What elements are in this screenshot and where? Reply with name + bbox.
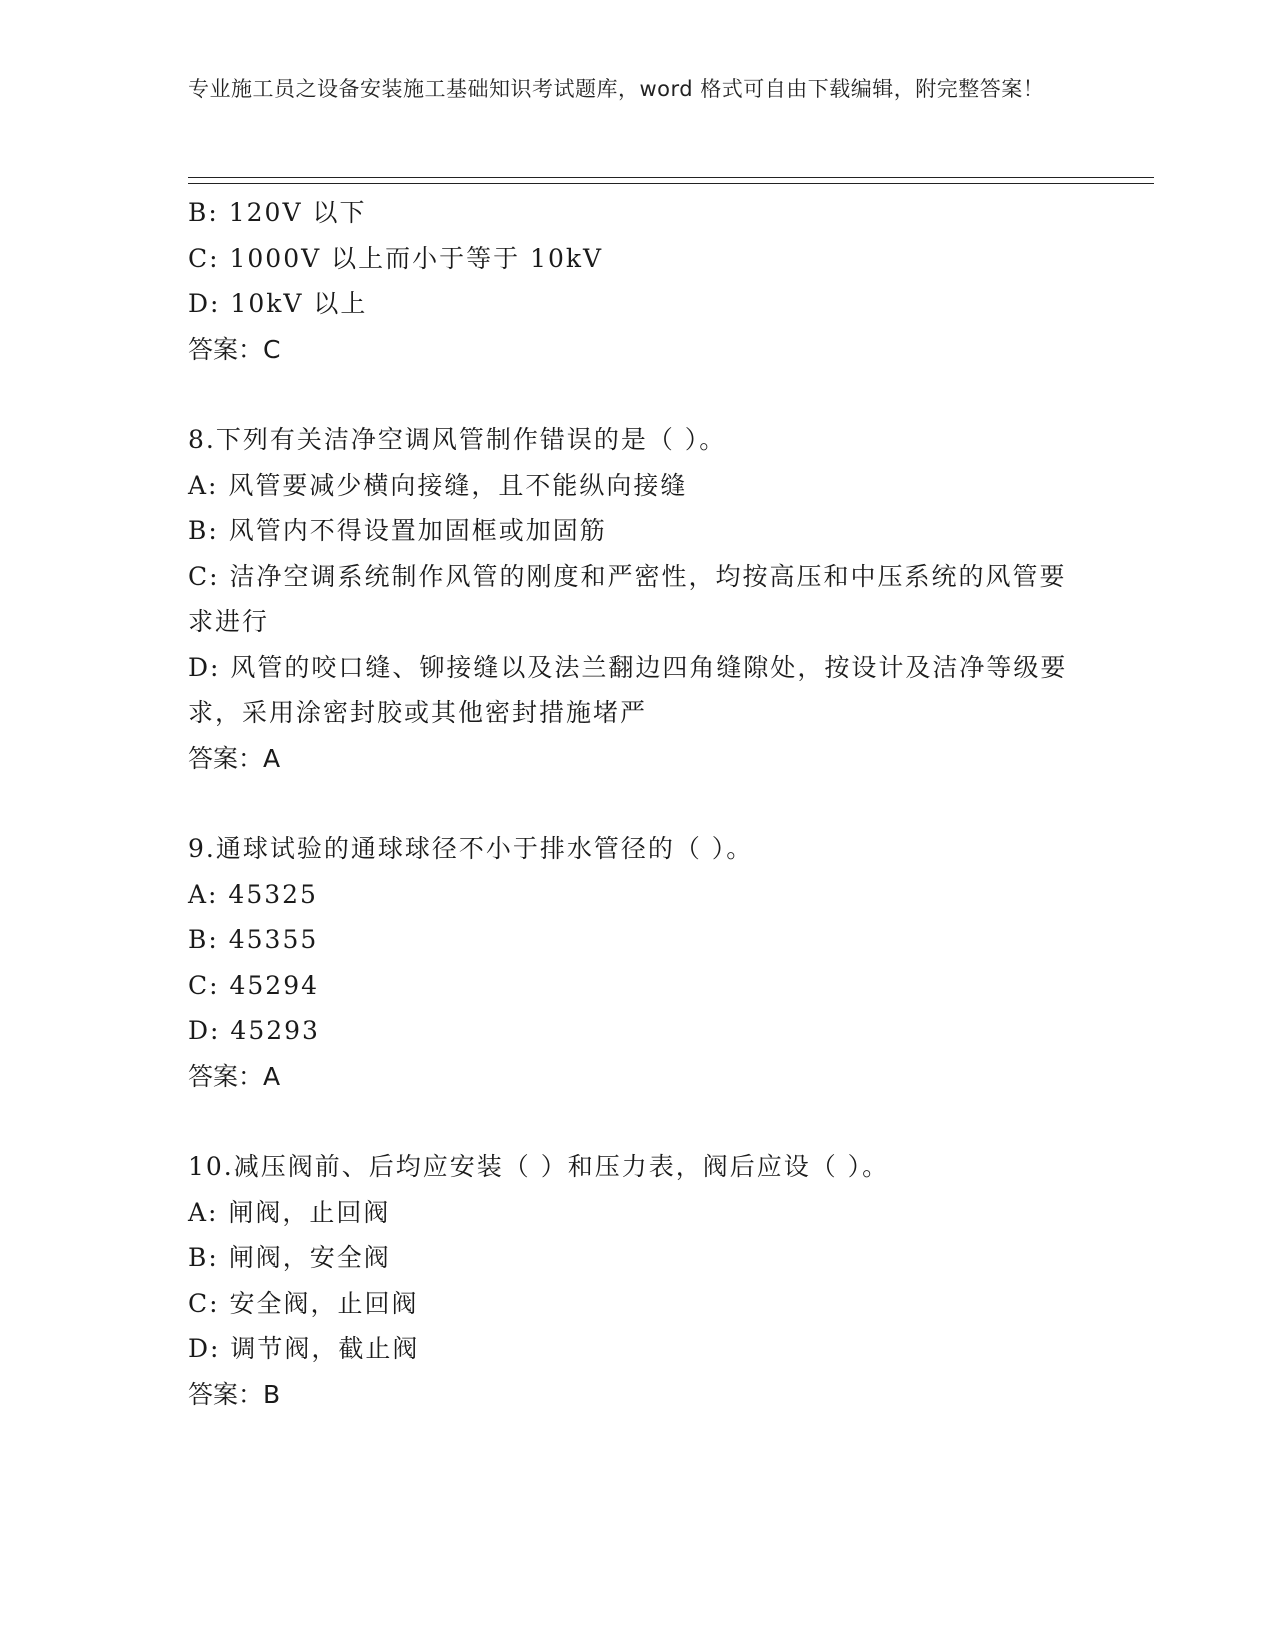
question-10 bbox=[188, 1144, 1088, 1417]
question-9 bbox=[188, 826, 1088, 1099]
prev-question-block bbox=[188, 190, 1088, 372]
answer-label: 答案：C bbox=[188, 334, 281, 364]
option-c: C: 45294 bbox=[188, 970, 320, 1000]
question-stem: 9.通球试验的通球球径不小于排水管径的（ ）。 bbox=[188, 834, 754, 863]
option-d: D: 调节阀，截止阀 bbox=[188, 1334, 420, 1363]
question-stem: 10.减压阀前、后均应安装（ ）和压力表，阀后应设（ ）。 bbox=[188, 1152, 890, 1181]
option-c: C: 安全阀，止回阀 bbox=[188, 1288, 419, 1318]
header-rule-top bbox=[188, 177, 1154, 178]
option-d: D: 45293 bbox=[188, 1016, 320, 1045]
option-a: A: 45325 bbox=[188, 879, 318, 909]
answer-label: 答案：A bbox=[188, 743, 281, 773]
option-d: D: 10kV 以上 bbox=[188, 289, 368, 318]
answer-label: 答案：A bbox=[188, 1061, 281, 1091]
option-b: B: 120V 以下 bbox=[188, 198, 367, 227]
option-b: B: 闸阀，安全阀 bbox=[188, 1243, 391, 1272]
header-rule-bottom bbox=[188, 183, 1154, 184]
option-a: A: 闸阀，止回阀 bbox=[188, 1197, 391, 1227]
page-header: 专业施工员之设备安装施工基础知识考试题库，word 格式可自由下载编辑，附完整答案！ bbox=[188, 77, 1045, 101]
question-stem: 8.下列有关洁净空调风管制作错误的是（ ）。 bbox=[188, 425, 727, 454]
option-b: B: 45355 bbox=[188, 925, 319, 954]
question-8 bbox=[188, 417, 1088, 781]
option-b: B: 风管内不得设置加固框或加固筋 bbox=[188, 516, 607, 545]
question-content bbox=[188, 190, 1088, 1417]
answer-label: 答案：B bbox=[188, 1379, 281, 1409]
option-c: C: 1000V 以上而小于等于 10kV bbox=[188, 243, 604, 273]
option-c: C: 洁净空调系统制作风管的刚度和严密性，均按高压和中压系统的风管要求进行 bbox=[188, 561, 1067, 636]
option-d: D: 风管的咬口缝、铆接缝以及法兰翻边四角缝隙处，按设计及洁净等级要求，采用涂密封胶或其他密封措施堵严 bbox=[188, 652, 1068, 727]
option-a: A: 风管要减少横向接缝，且不能纵向接缝 bbox=[188, 470, 688, 500]
